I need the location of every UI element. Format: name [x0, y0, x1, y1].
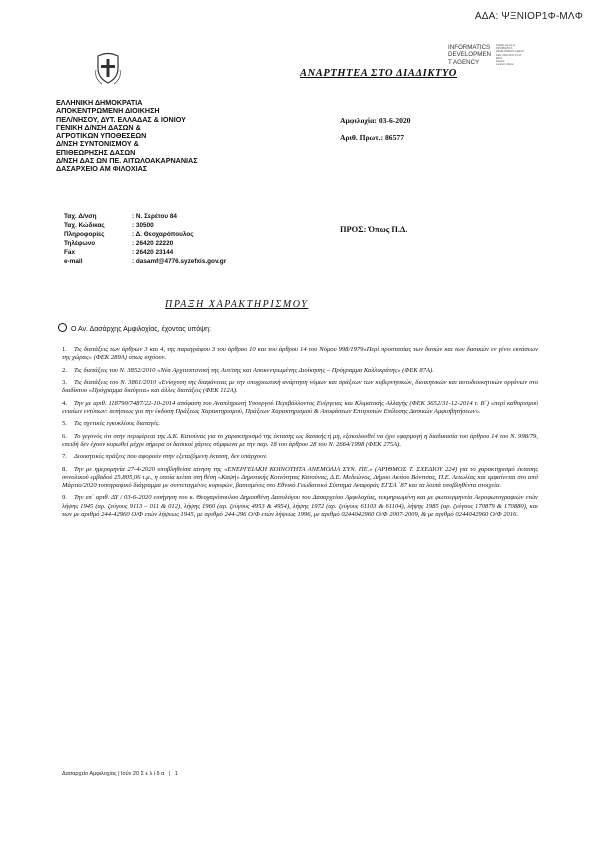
- contact-block: [64, 212, 226, 266]
- list-item: [62, 494, 538, 519]
- intro-line: [58, 323, 211, 333]
- signature-detail-line: DEVELOPMENT AGENCY: [496, 50, 525, 54]
- item-text: Την με αριθ. 118790/7487/22-10-2014 απόφαση του Αναπληρωτή Υπουργού Περιβάλλοντος Ενέργειας και Κλιματικής Αλλαγής (ΦΕΚ 3652/31-12-2014 τ. Β΄) «περί καθορισμού ενιαίων εντύπων: αιτήσεως για την έκδοση Πράξεως Χαρακτηρισμού, Πράξεων Χαρακτηρισμού & Αποφάσεων Επιτροπών Επίλυσης Δασικών Αμφισβητήσεων».: [62, 399, 538, 415]
- item-text: Τις σχετικές εγκυκλίους διαταγές.: [74, 420, 161, 428]
- contact-label: Πληροφορίες: [64, 231, 105, 238]
- signature-detail-line: Reason:: [496, 60, 505, 64]
- contact-value: : 30500: [132, 222, 154, 229]
- list-item: [62, 420, 538, 428]
- contact-row: [64, 248, 226, 257]
- contact-email[interactable]: : dasamf@4776.syzefxis.gov.gr: [132, 258, 227, 265]
- list-item: [62, 433, 538, 449]
- contact-value: : 26420 23144: [132, 249, 174, 256]
- authority-line: ΑΓΡΟΤΙΚΩΝ ΥΠΟΘΕΣΕΩΝ: [56, 131, 147, 141]
- list-item: [62, 453, 538, 461]
- date-and-protocol: [340, 112, 410, 146]
- contact-row: [64, 221, 226, 230]
- item-text: Τις διατάξεις των άρθρων 3 και 4, της παραγράφου 3 του άρθρου 10 και του άρθρου 14 του Νόμου 998/1979«Περί προστασίας των δασών και των δασικών εν γένει εκτάσεων της χώρας» (ΦΕΚ 289Α) όπως ισχύουν.: [62, 346, 538, 362]
- document-date: Αμφιλοχία: 03-6-2020: [340, 116, 411, 125]
- signature-detail-line: Digitally signed by: [496, 44, 516, 47]
- bullet-circle-icon: [58, 323, 67, 332]
- item-number: 4.: [62, 399, 67, 407]
- signature-org-line: T AGENCY: [448, 58, 480, 66]
- item-text: Το γεγονός ότι στην περιφέρεια της Δ.Κ. Κατούνας για το χαρακτηρισμό της έκτασης ως δασικής ή μη, εξακολουθεί να έχει εφαρμογή η διαδικασία του άρθρου 14 του Ν. 998/79, επειδή δεν έχουν κυρωθεί μέχρι σήμερα οι δασικοί χάρτες σύμφωνα με την παρ. 18 του άρθρου 28 του Ν. 2664/1998 (ΦΕΚ 275Α).: [62, 432, 538, 448]
- footer-page-label: Σ ε λ ί δ α: [140, 771, 165, 777]
- footer-separator: |: [168, 771, 171, 777]
- item-number: 5.: [62, 420, 67, 428]
- document-title: ΠΡΑΞΗ ΧΑΡΑΚΤΗΡΙΣΜΟΥ: [165, 299, 309, 310]
- list-item: [62, 466, 538, 491]
- signature-org-line: DEVELOPMEN: [448, 51, 491, 59]
- signature-detail-line: EEST: [496, 56, 503, 60]
- footer-office: Δασαρχείο Αμφιλοχίας | Ιούν 20: [62, 771, 140, 777]
- contact-row: [64, 257, 226, 266]
- ada-code: ΑΔΑ: ΨΞΝΙΟΡ1Φ-ΜΛΦ: [474, 11, 583, 22]
- contact-value: : Δ. Θεοχαρόπουλος: [132, 231, 194, 238]
- contact-value: : 26420 22220: [132, 240, 174, 247]
- authority-line: Δ/ΝΣΗ ΣΥΝΤΟΝΙΣΜΟΥ &: [56, 139, 139, 149]
- authority-line: ΑΠΟΚΕΝΤΡΩΜΕΝΗ ΔΙΟΙΚΗΣΗ: [56, 106, 160, 116]
- greek-emblem-icon: [94, 50, 122, 86]
- contact-row: [64, 212, 226, 221]
- contact-row: [64, 239, 226, 248]
- signature-detail-line: INFORMATICS: [496, 47, 513, 51]
- contact-label: Ταχ. Κώδικας: [64, 222, 105, 229]
- item-text: Την υπ΄ αριθ. ΔΥ / 03-6-2020 εισήγηση του κ. Θεοχαρόπουλου Δημοσθένη Δασολόγου του Δασαρχείου Αμφιλοχίας, τεκμηριωμένη και με φωτοερμηνεία Αεροφωτογραφιών ετών λήψης 1945 (αρ. ζεύγους 9113 – 011 & 012), λήψης 1960 (αρ. ζεύγους 4953 & 4954), λήψης 1972 (αρ. ζεύγους 61103 & 61104), λήψης 1985 (αρ. ζεύγους 170879 & 170880), και των με αριθμό 244-42960 Ο/Φ ετών λήψεως 1945, με αριθμό 244-296 Ο/Φ ετών λήψεως 1996, με αριθμό 0244042960 Ο/Φ 2007-2009, & με αριθμό 0244042960 Ο/Φ 2016.: [62, 494, 538, 518]
- publication-header: ΑΝΑΡΤΗΤΕΑ ΣΤΟ ΔΙΑΔΙΚΤΥΟ: [300, 68, 457, 79]
- intro-text: Ο Αν. Δασάρχης Αμφιλοχίας, έχοντας υπόψη:: [71, 326, 211, 333]
- item-number: 1.: [62, 346, 67, 353]
- recipient-line: ΠΡΟΣ: Όπως Π.Δ.: [340, 225, 408, 234]
- authority-line: ΔΑΣΑΡΧΕΙΟ ΑΜ ΦΙΛΟΧΙΑΣ: [56, 164, 148, 174]
- page-footer: [62, 771, 178, 777]
- list-item: [62, 346, 538, 362]
- contact-label: Fax: [64, 249, 76, 256]
- signature-detail-line: Date: 2020.06.03 13:13: [496, 53, 521, 57]
- item-number: 7.: [62, 453, 67, 461]
- item-text: Την με ημερομηνία 27-4-2020 υποβληθείσα αίτηση της «ΕΝΕΡΓΕΙΑΚΗ ΚΟΙΝΟΤΗΤΑ ΑΝΕΜΟΛΙΑ ΣΥΝ. ΠΕ.» (ΑΡΙΘΜΟΣ Τ. ΣΧΕΔΙΟΥ 224) για το χαρακτηρισμό έκτασης συνολικού εμβαδού 25.805,06 τ.μ., η οποία κείται στη θέση «Καψή» Δημοτικής Κοινότητας Κατούνας, Δ.Ε. Μεδεώνος, Δήμου Ακτίου Βόνιτσας, Π.Ε. Αιτωλίας και εμφαίνεται στο από Μάρτιο/2020 τοπογραφικό διάγραμμα με συντεταγμένες κορυφών, βασισμένες στο Εθνικό Γεωδαιτικό Σύστημα Αναφοράς ΕΓΣΑ ΄87 και τα λοιπά υποβληθέντα στοιχεία.: [62, 465, 538, 489]
- item-number: 6.: [62, 432, 67, 440]
- authority-line: Δ/ΝΣΗ ΔΑΣ ΩΝ ΠΕ. ΑΙΤΩΛΟΑΚΑΡΝΑΝΙΑΣ: [56, 156, 198, 166]
- signature-org: [448, 44, 494, 66]
- item-number: 8.: [62, 465, 67, 473]
- list-item: [62, 367, 538, 375]
- list-item: [62, 400, 538, 416]
- considerations-list: [62, 346, 538, 523]
- item-text: Τις διατάξεις του Ν. 3852/2010 «Νέα Αρχιτεκτονική της Αυτ/σης και Αποκεντρωμένης Διοίκησης – Πρόγραμμα Καλλικράτης» (ΦΕΚ 87Α).: [74, 366, 434, 374]
- contact-label: Ταχ. Δ/νση: [64, 213, 97, 220]
- item-number: 3.: [62, 378, 67, 386]
- contact-row: [64, 230, 226, 239]
- item-number: 2.: [62, 366, 67, 374]
- footer-page-number: 1: [174, 771, 178, 777]
- digital-signature-details: [496, 44, 544, 66]
- item-text: Διοικητικές πράξεις που αφορούν στην εξεταζόμενη έκταση, δεν υπάρχουν.: [74, 453, 268, 461]
- authority-line: ΕΛΛΗΝΙΚΗ ΔΗΜΟΚΡΑΤΙΑ: [56, 98, 143, 107]
- list-item: [62, 379, 538, 395]
- authority-line: ΠΕΛ/ΝΗΣΟΥ, ΔΥΤ. ΕΛΛΑΔΑΣ & ΙΟΝΙΟΥ: [56, 114, 186, 124]
- protocol-number: Αριθ. Πρωτ.: 86577: [340, 133, 404, 142]
- authority-line: ΕΠΙΘΕΩΡΗΣΗΣ ΔΑΣΩΝ: [56, 147, 136, 157]
- issuing-authority: [56, 99, 198, 174]
- contact-label: Τηλέφωνο: [64, 240, 96, 247]
- signature-org-line: INFORMATICS: [448, 44, 491, 51]
- item-text: Τις διατάξεις του Ν. 3861/2010 «Ενίσχυση της διαφάνειας με την υποχρεωτική ανάρτηση νόμων και πράξεων των κυβερνητικών, διοικητικών και αυτοδιοικητικών οργάνων στο διαδίκτυο «Πρόγραμμα διαύγεια» και άλλες διατάξεις (ΦΕΚ 112Α).: [62, 378, 538, 395]
- signature-detail-line: Location: Athens: [496, 63, 514, 67]
- item-number: 9.: [62, 494, 67, 502]
- contact-value: : Ν. Σερέτου 84: [132, 213, 177, 220]
- contact-label: e-mail: [64, 258, 83, 265]
- authority-line: ΓΕΝΙΚΗ Δ/ΝΣΗ ΔΑΣΩΝ &: [56, 122, 141, 132]
